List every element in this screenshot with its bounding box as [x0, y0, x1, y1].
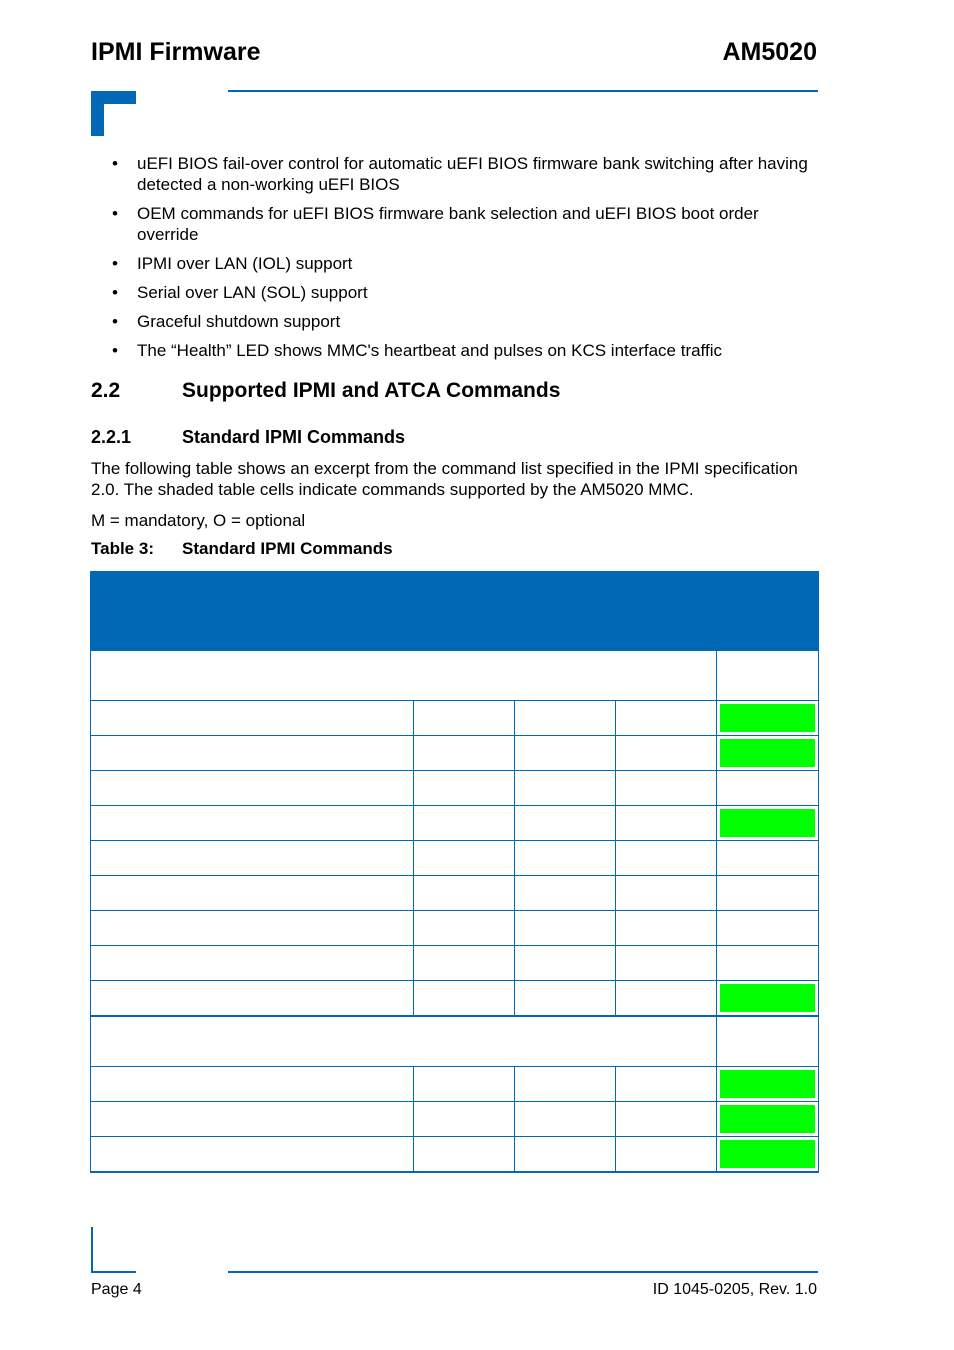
table-cell: [515, 876, 616, 911]
table-cell: [91, 841, 414, 876]
intro-paragraph: The following table shows an excerpt from the command list specified in the IPMI specification 2.0. The shaded table cells indicate commands supported by the AM5020 MMC.: [91, 459, 798, 499]
list-item: • Graceful shutdown support: [112, 312, 341, 331]
group-label-cell: [91, 651, 717, 701]
table-cell: [414, 1067, 515, 1102]
table-cell: [515, 771, 616, 806]
list-item: • OEM commands for uEFI BIOS firmware bank selection and uEFI BIOS boot order override: [112, 204, 759, 244]
table-cell: [91, 1067, 414, 1102]
list-item: • uEFI BIOS fail-over control for automatic uEFI BIOS firmware bank switching after having detected a non-working uEFI BIOS: [112, 154, 808, 194]
bullet-icon: •: [112, 283, 118, 302]
header-rule: [228, 90, 818, 92]
table-cell: [515, 701, 616, 736]
table-cell: [414, 841, 515, 876]
supported-cell: [717, 736, 819, 771]
feature-list: [91, 153, 821, 369]
table-row: [91, 1067, 819, 1102]
table-cell: [414, 911, 515, 946]
table-group-row: [91, 1016, 819, 1067]
group-support-cell: [717, 1016, 819, 1067]
page-number: Page 4: [91, 1281, 142, 1298]
table-cell: [616, 876, 717, 911]
table-row: [91, 701, 819, 736]
table-cell: [515, 806, 616, 841]
table-cell: [91, 946, 414, 981]
section-title: Supported IPMI and ATCA Commands: [182, 379, 561, 402]
group-support-cell: [717, 651, 819, 701]
table-cell: [616, 841, 717, 876]
list-item: • IPMI over LAN (IOL) support: [112, 254, 353, 273]
table-row: [91, 911, 819, 946]
unsupported-cell: [717, 911, 819, 946]
header-product: AM5020: [722, 38, 817, 66]
table-cell: [616, 771, 717, 806]
table-row: [91, 736, 819, 771]
table-row: [91, 806, 819, 841]
ipmi-commands-table: [90, 571, 819, 1173]
table-cell: [616, 981, 717, 1017]
bullet-icon: •: [112, 341, 118, 360]
table-cell: [91, 736, 414, 771]
table-cell: [91, 876, 414, 911]
table-cell: [91, 806, 414, 841]
table-caption-title: Standard IPMI Commands: [182, 539, 393, 558]
bullet-icon: •: [112, 254, 118, 273]
table-row: [91, 946, 819, 981]
table-cell: [515, 1137, 616, 1173]
table-cell: [515, 1102, 616, 1137]
table-cell: [414, 946, 515, 981]
table-cell: [515, 981, 616, 1017]
table-cell: [515, 1067, 616, 1102]
table-header-cell: [414, 572, 515, 651]
table-header-cell: [616, 572, 717, 651]
table-cell: [414, 1102, 515, 1137]
table-cell: [91, 701, 414, 736]
table-cell: [91, 1102, 414, 1137]
supported-cell: [717, 1067, 819, 1102]
table-cell: [616, 1102, 717, 1137]
supported-cell: [717, 1137, 819, 1173]
supported-cell: [717, 701, 819, 736]
table-row: [91, 876, 819, 911]
table-cell: [616, 736, 717, 771]
bullet-icon: •: [112, 204, 118, 223]
corner-mark-bottom: [91, 1227, 93, 1273]
table-cell: [91, 911, 414, 946]
table-cell: [616, 946, 717, 981]
table-cell: [91, 1137, 414, 1173]
corner-mark-bottom-h: [91, 1271, 136, 1273]
table-cell: [414, 1137, 515, 1173]
subsection-title: Standard IPMI Commands: [182, 427, 406, 447]
table-header-cell: [91, 572, 414, 651]
table-cell: [616, 1137, 717, 1173]
table-row: [91, 981, 819, 1017]
table-cell: [616, 701, 717, 736]
supported-cell: [717, 981, 819, 1017]
supported-cell: [717, 1102, 819, 1137]
table-caption-label: Table 3:: [91, 539, 154, 558]
table-cell: [616, 1067, 717, 1102]
table-cell: [414, 771, 515, 806]
table-group-row: [91, 651, 819, 701]
unsupported-cell: [717, 771, 819, 806]
table-cell: [414, 736, 515, 771]
header-title: IPMI Firmware: [91, 38, 261, 66]
legend-text: M = mandatory, O = optional: [91, 511, 306, 530]
table-caption: [91, 539, 393, 559]
corner-mark-top-h: [91, 91, 136, 104]
table-header-cell: [515, 572, 616, 651]
table-cell: [91, 771, 414, 806]
list-item: • The “Health” LED shows MMC's heartbeat and pulses on KCS interface traffic: [112, 341, 722, 360]
unsupported-cell: [717, 876, 819, 911]
table-cell: [515, 736, 616, 771]
table-header-row: [91, 572, 819, 651]
table-cell: [414, 981, 515, 1017]
table-cell: [515, 946, 616, 981]
table-cell: [515, 911, 616, 946]
subsection-number: 2.2.1: [91, 427, 132, 447]
table-row: [91, 771, 819, 806]
list-item: • Serial over LAN (SOL) support: [112, 283, 368, 302]
footer-rule: [228, 1271, 818, 1273]
table-cell: [414, 806, 515, 841]
table-row: [91, 841, 819, 876]
document-id: ID 1045-0205, Rev. 1.0: [652, 1281, 817, 1298]
bullet-icon: •: [112, 312, 118, 331]
unsupported-cell: [717, 841, 819, 876]
table-cell: [414, 876, 515, 911]
bullet-icon: •: [112, 154, 118, 173]
table-cell: [91, 981, 414, 1017]
table-cell: [616, 911, 717, 946]
group-label-cell: [91, 1016, 717, 1067]
section-number: 2.2: [91, 379, 121, 402]
unsupported-cell: [717, 946, 819, 981]
table-cell: [616, 806, 717, 841]
supported-cell: [717, 806, 819, 841]
table-header-cell: [717, 572, 819, 651]
table-row: [91, 1137, 819, 1173]
table-cell: [414, 701, 515, 736]
table-row: [91, 1102, 819, 1137]
table-cell: [515, 841, 616, 876]
